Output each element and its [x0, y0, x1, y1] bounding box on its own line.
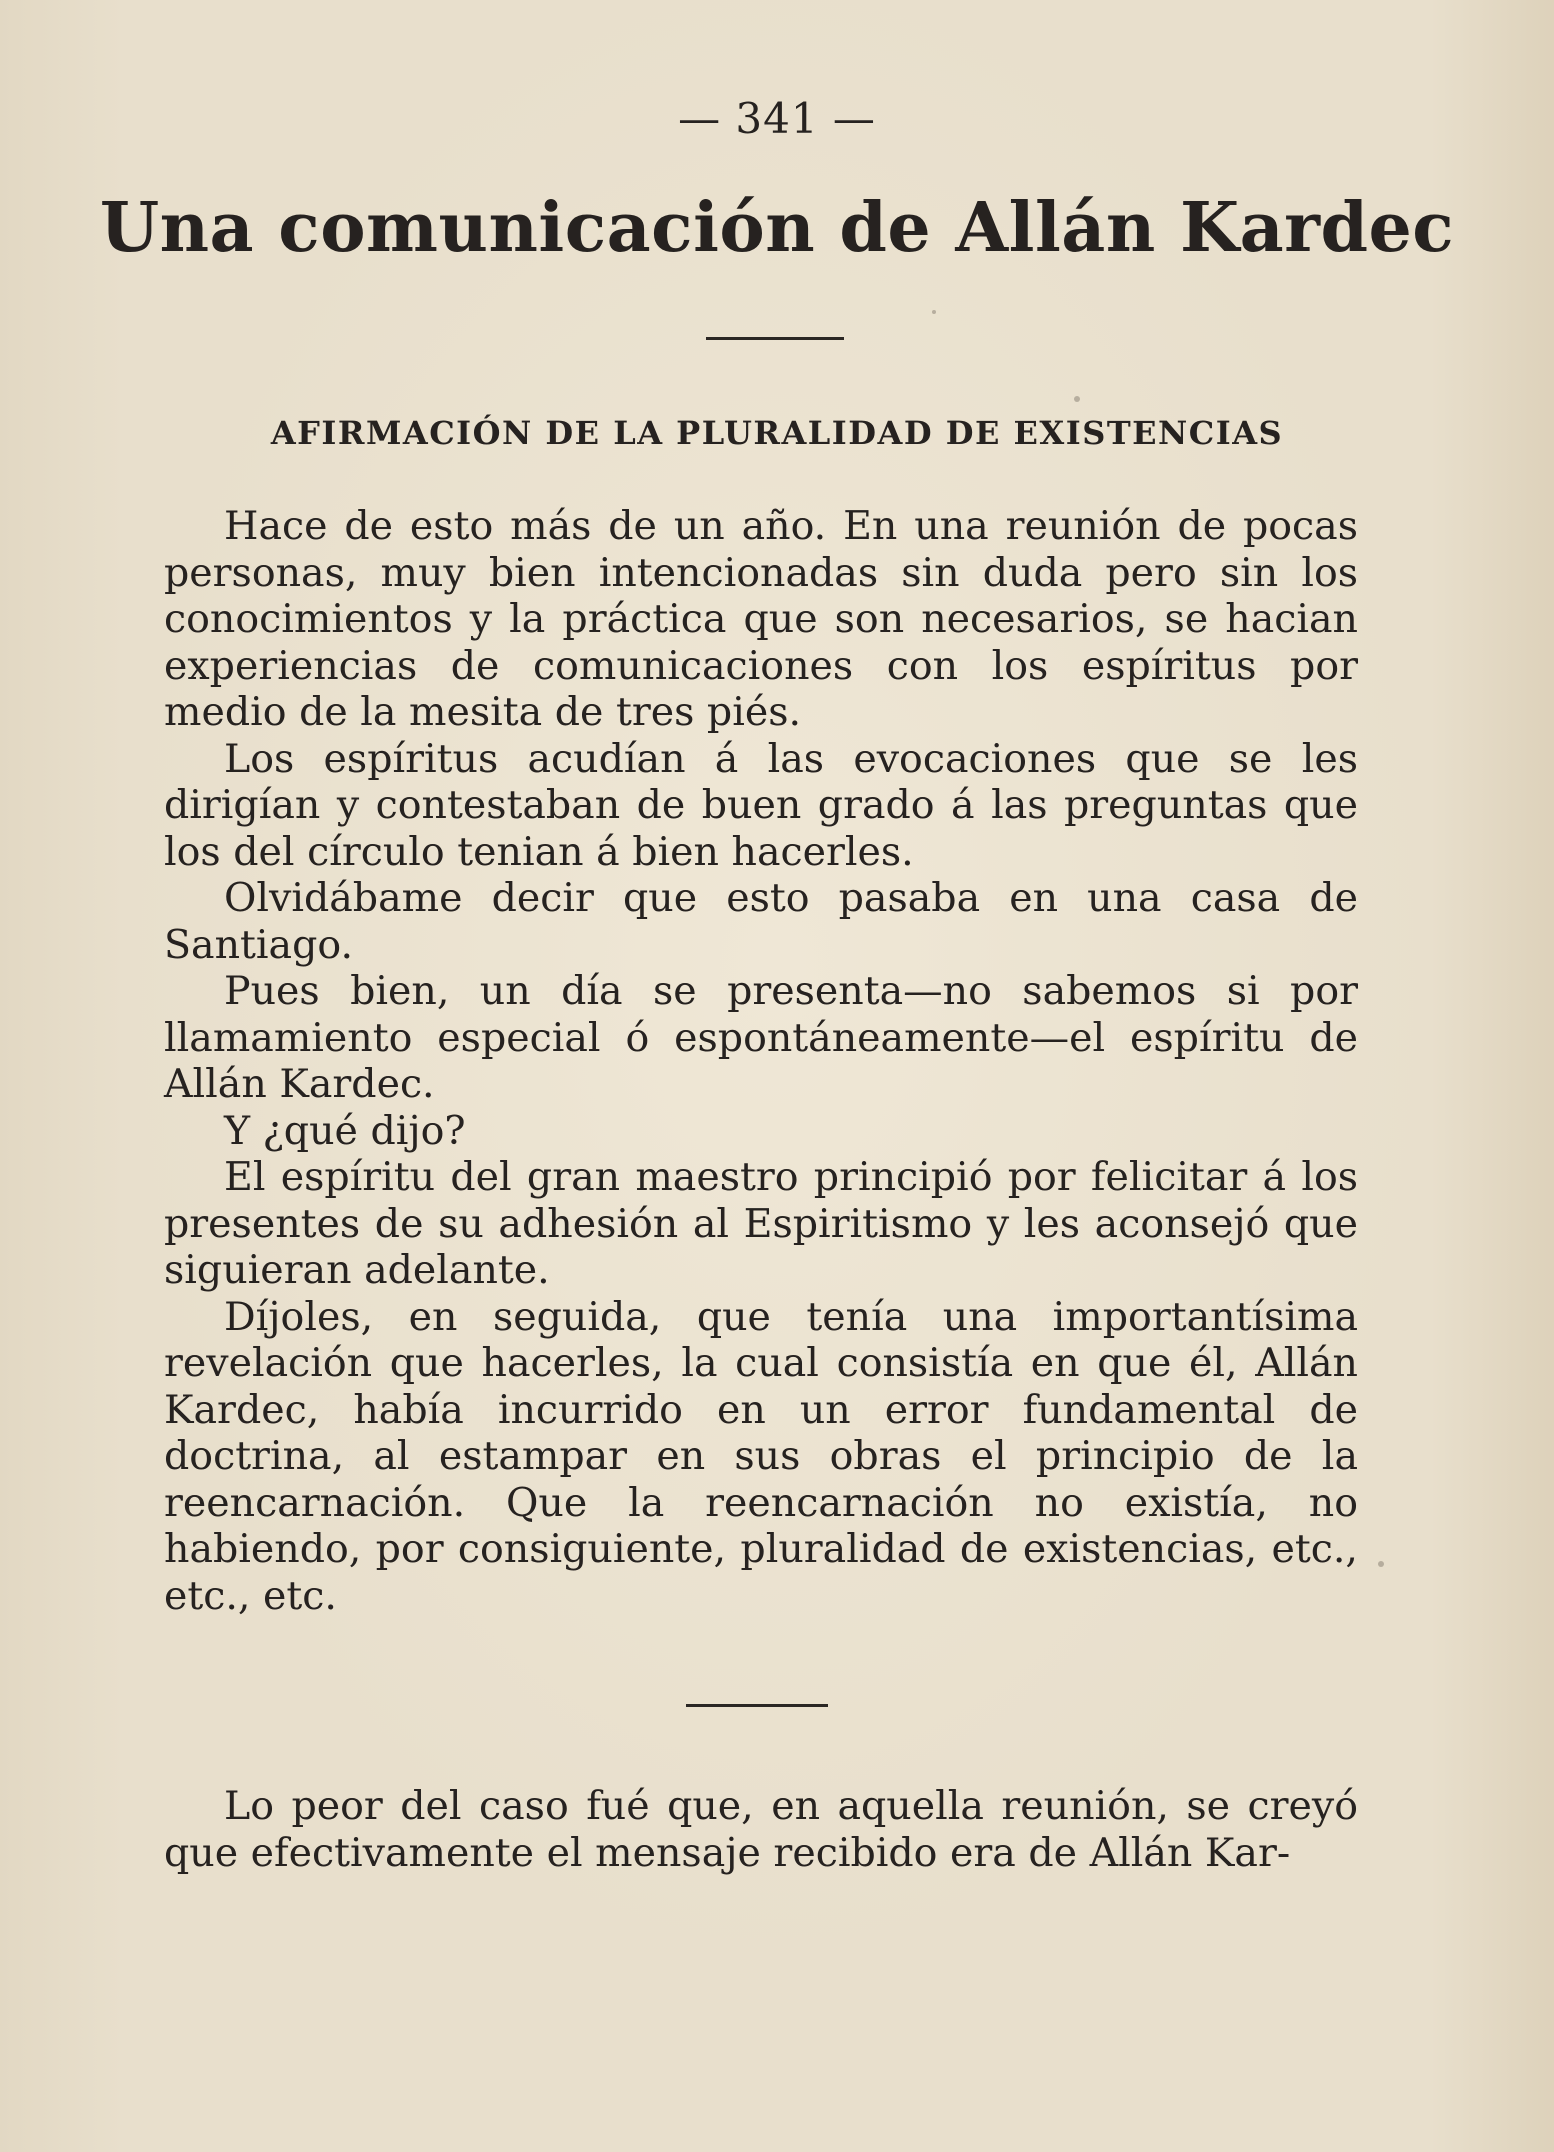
page-number: — 341 — — [678, 94, 876, 143]
title-divider-rule — [706, 337, 844, 340]
closing-text — [164, 1783, 1358, 1876]
article-body — [164, 503, 1358, 1619]
closing-paragraph: Lo peor del caso fué que, en aquella reunión, se creyó que efectivamente el mensaje recibido era de Allán Kar- — [164, 1783, 1358, 1876]
paragraph-1: Hace de esto más de un año. En una reunión de pocas personas, muy bien intencionadas sin duda pero sin los conocimientos y la práctica que son necesarios, se hacian experiencias de comunicaciones con los espíritus por medio de la mesita de tres piés. — [164, 503, 1358, 735]
paragraph-7: Díjoles, en seguida, que tenía una importantísima revelación que hacerles, la cual consistía en que él, Allán Kardec, había incurrido en un error fundamental de doctrina, al estampar en sus obras el principio de la reencarnación. Que la reencarnación no existía, no habiendo, por consiguiente, pluralidad de existencias, etc., etc., etc. — [164, 1293, 1358, 1619]
paragraph-4: Pues bien, un día se presenta—no sabemos si por llamamiento especial ó espontáneamente—el espíritu de Allán Kardec. — [164, 968, 1358, 1107]
paragraph-5: Y ¿qué dijo? — [224, 1107, 466, 1154]
paragraph-6: El espíritu del gran maestro principió por felicitar á los presentes de su adhesión al Espiritismo y les aconsejó que siguieran adelante. — [164, 1154, 1358, 1293]
article-title: Una comunicación de Allán Kardec — [99, 188, 1455, 268]
article-subtitle: AFIRMACIÓN DE LA PLURALIDAD DE EXISTENCIAS — [270, 414, 1284, 452]
section-divider-rule — [686, 1704, 828, 1707]
paper-speck — [1074, 396, 1080, 402]
paper-speck — [1378, 1561, 1384, 1567]
paper-speck — [932, 310, 936, 314]
paragraph-2: Los espíritus acudían á las evocaciones que se les dirigían y contestaban de buen grado á las preguntas que los del círculo tenian á bien hacerles. — [164, 735, 1358, 875]
paragraph-3: Olvidábame decir que esto pasaba en una casa de Santiago. — [164, 875, 1358, 968]
